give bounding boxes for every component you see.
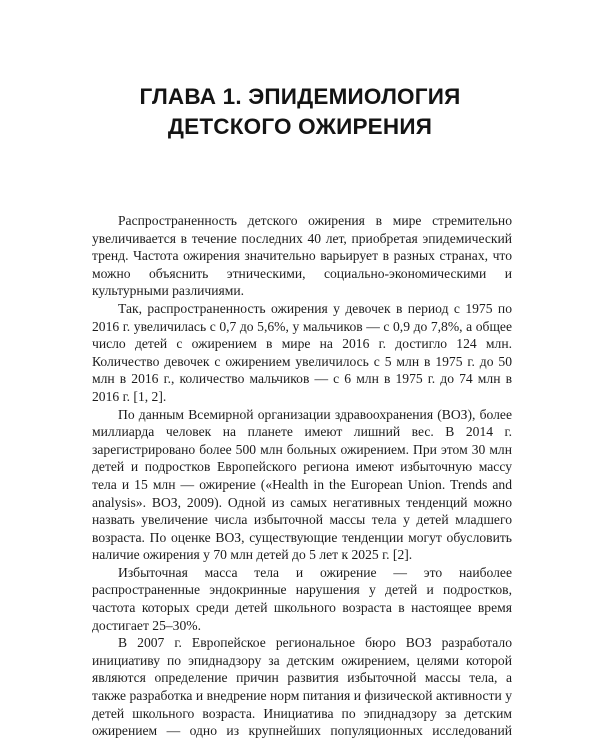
chapter-body <box>92 212 512 740</box>
paragraph-who-data: По данным Всемирной организации здравоохранения (ВОЗ), более миллиарда человек на планете имеют лишний вес. В 2014 г. зарегистрировано более 500 млн больных ожирением. При этом 30 млн детей и подростков Европейского региона имеют избыточную массу тела и 15 млн — ожирение («Health in the European Union. Trends and analysis». ВОЗ, 2009). Одной из самых негативных тенденций можно назвать увеличение числа избыточной массы тела у детей младшего возраста. По оценке ВОЗ, существующие тенденции могут обусловить наличие ожирения у 70 млн детей до 5 лет к 2025 г. [2]. <box>92 406 512 563</box>
chapter-title <box>0 82 600 142</box>
paragraph-endocrine-disorders: Избыточная масса тела и ожирение — это наиболее распространенные эндокринные нарушения у детей и подростков, частота которых среди детей школьного возраста в настоящее время достигает 25–30%. <box>92 564 512 633</box>
paragraph-prevalence-intro: Распространенность детского ожирения в мире стремительно увеличивается в течение последних 40 лет, приобретая эпидемический тренд. Частота ожирения значительно варьирует в разных странах, что можно объяснить этническими, социально-экономическими и культурными различиями. <box>92 213 512 299</box>
paragraph-who-initiative: В 2007 г. Европейское региональное бюро ВОЗ разработало инициативу по эпиднадзору за детским ожирением, целями которой являются определение причин развития избыточной массы тела, а также разработка и внедрение норм питания и физической активности у детей школьного возраста. Инициатива по эпиднадзору за детским ожирением — одно из крупнейших популяционных исследований <box>92 635 512 739</box>
paragraph-prevalence-statistics: Так, распространенность ожирения у девочек в период с 1975 по 2016 г. увеличилась с 0,7 до 5,6%, у мальчиков — с 0,9 до 7,8%, а общее число детей с ожирением в мире на 2016 г. достигло 124 млн. Количество девочек с ожирением увеличилось с 5 млн в 1975 г. до 50 млн в 2016 г., количество мальчиков — с 6 млн в 1975 г. до 74 млн в 2016 г. [1, 2]. <box>92 300 512 404</box>
chapter-title-line-1: ГЛАВА 1. ЭПИДЕМИОЛОГИЯ <box>139 84 461 109</box>
chapter-title-line-2: ДЕТСКОГО ОЖИРЕНИЯ <box>167 114 433 139</box>
